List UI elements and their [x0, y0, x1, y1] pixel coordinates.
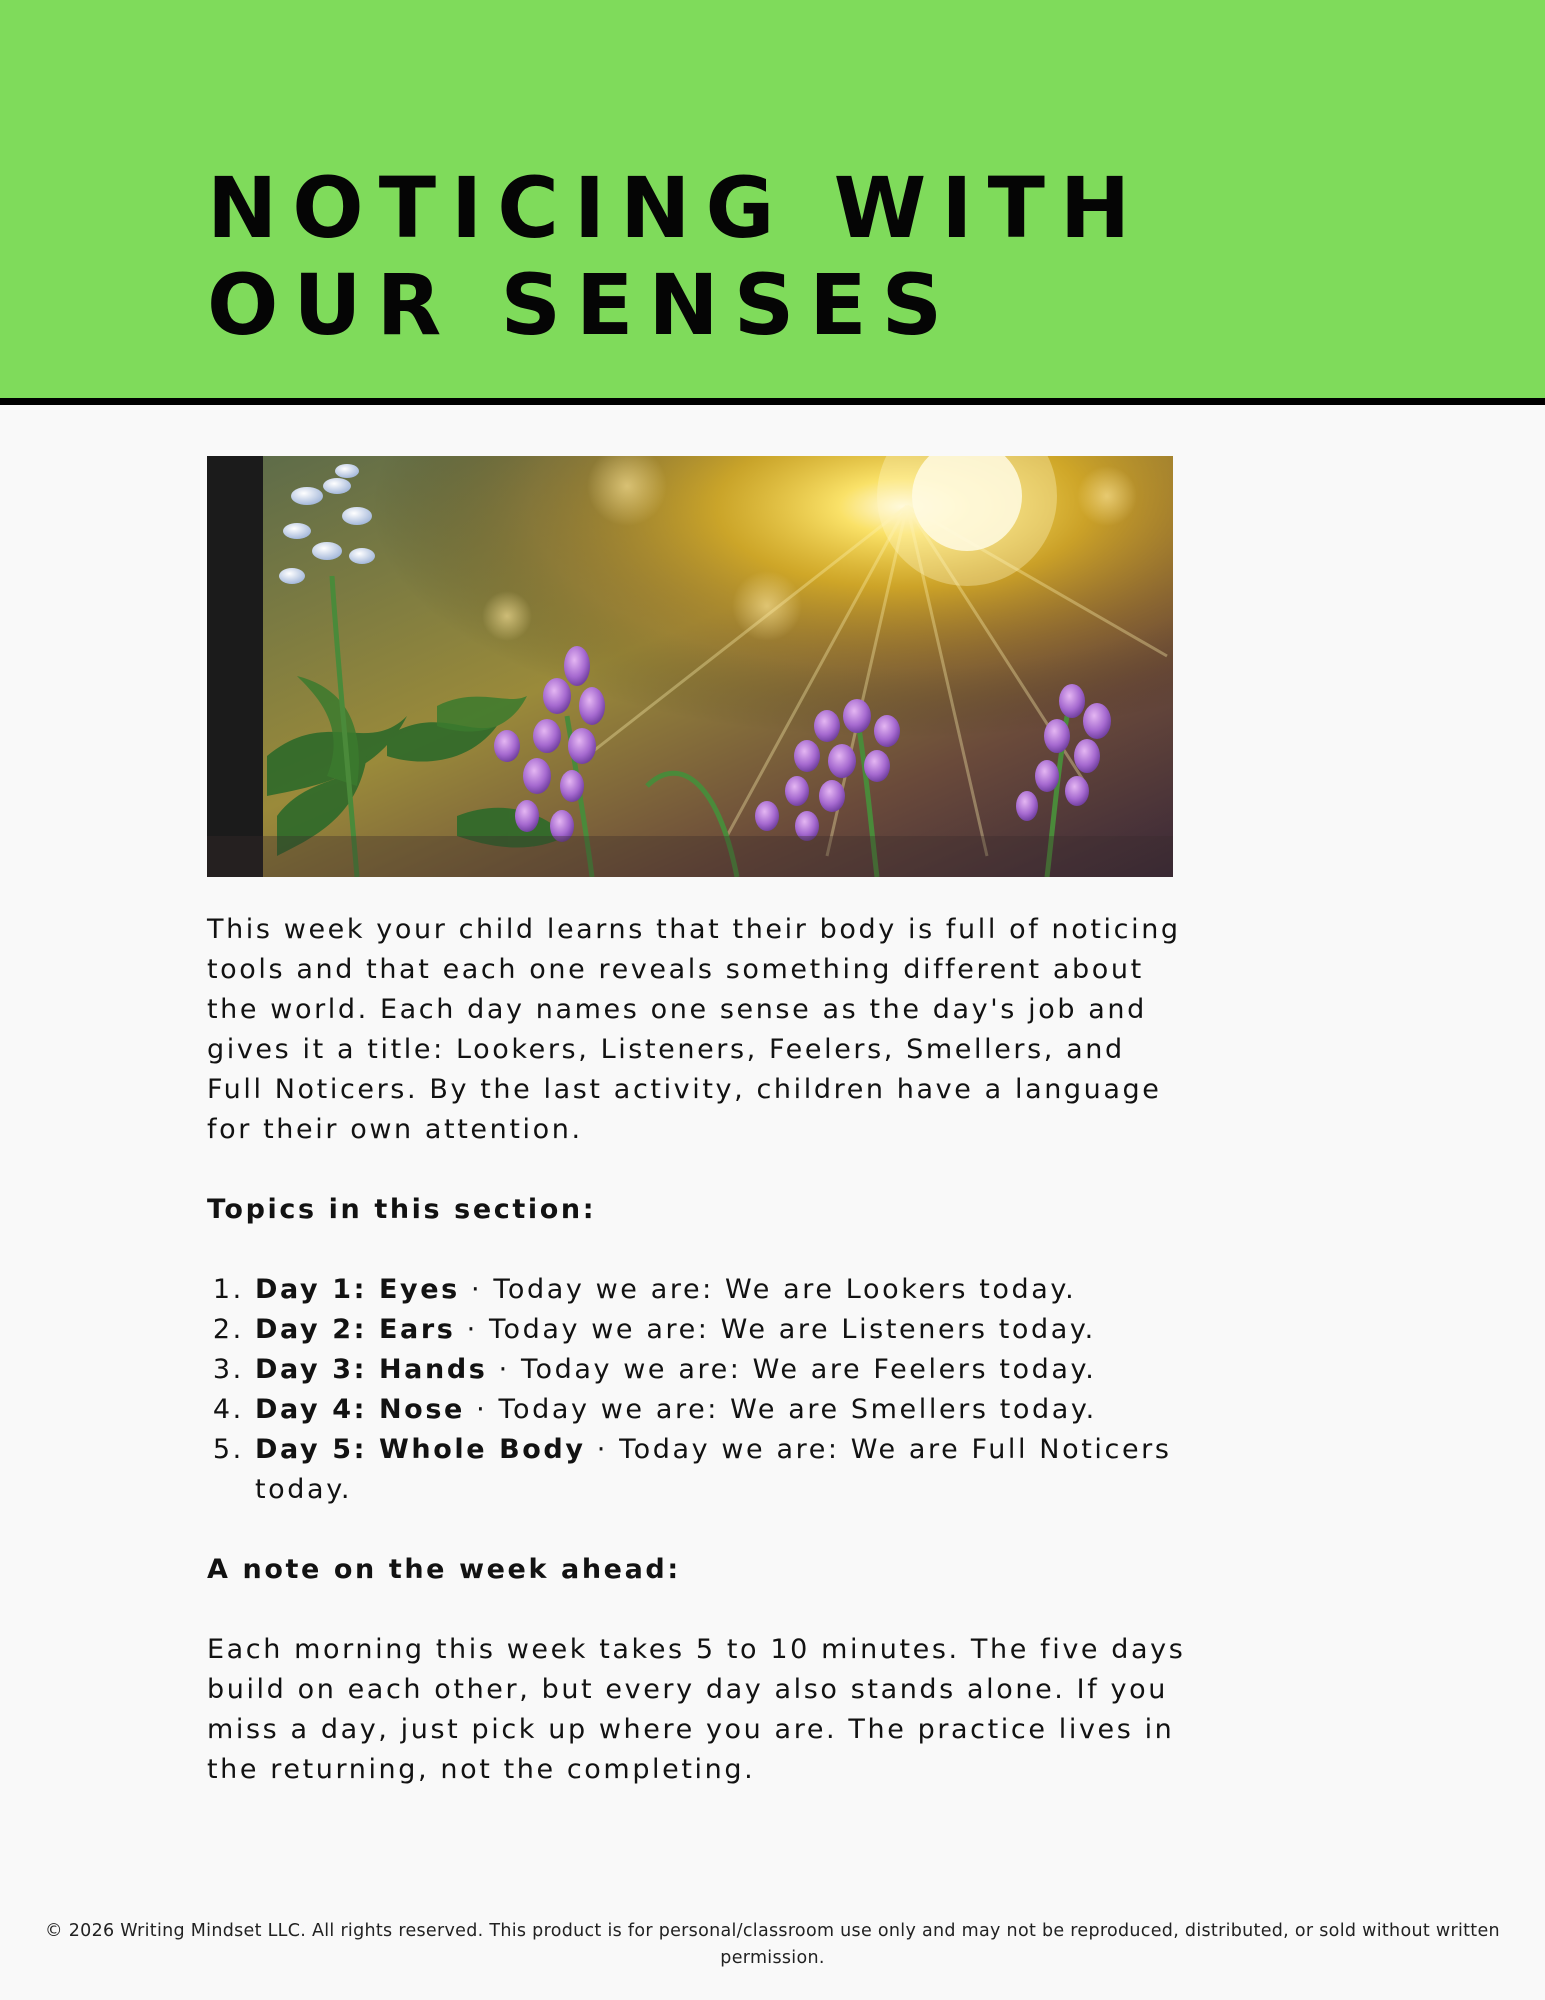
topic-day-label: Day 2: Ears [255, 1314, 456, 1345]
list-item [255, 1310, 1187, 1350]
topic-description: · Today we are: We are Full Noticers today. [255, 1434, 1172, 1505]
list-item [255, 1270, 1187, 1310]
intro-paragraph: This week your child learns that their body is full of noticing tools and that each one reveals something different about the world. Each day names one sense as the day's job and gives it a title: Lookers, Listeners, Feelers, Smellers, and Full Noticers. By the last activity, children have a language for their own attention. [207, 914, 1181, 1145]
hero-flowers-illustration [207, 456, 1173, 877]
hero-image-spring-flowers [207, 456, 1173, 877]
topic-description: · Today we are: We are Lookers today. [459, 1274, 1077, 1305]
topic-day-label: Day 4: Nose [255, 1394, 465, 1425]
list-item [255, 1430, 1187, 1510]
copyright-footer: © 2026 Writing Mindset LLC. All rights reserved. This product is for personal/classroom use only and may not be reproduced, distributed, or sold without written permission. [45, 1921, 1500, 1968]
topic-description: · Today we are: We are Smellers today. [464, 1394, 1097, 1425]
page-title-line-2: OUR SENSES [207, 256, 958, 354]
note-paragraph: Each morning this week takes 5 to 10 minutes. The five days build on each other, but every day also stands alone. If you miss a day, just pick up where you are. The practice lives in the returning, not the completing. [207, 1634, 1186, 1785]
list-item [255, 1390, 1187, 1430]
topic-day-label: Day 1: Eyes [255, 1274, 460, 1305]
page-title [207, 160, 1407, 354]
topic-day-label: Day 5: Whole Body [255, 1434, 586, 1465]
note-heading: A note on the week ahead: [207, 1554, 681, 1585]
topic-description: · Today we are: We are Feelers today. [487, 1354, 1097, 1385]
topics-heading: Topics in this section: [207, 1194, 597, 1225]
list-item [255, 1350, 1187, 1390]
topic-day-label: Day 3: Hands [255, 1354, 488, 1385]
page-title-line-1: NOTICING WITH [207, 159, 1146, 257]
main-content [207, 910, 1187, 1790]
topics-list [207, 1270, 1187, 1510]
topic-description: · Today we are: We are Listeners today. [455, 1314, 1096, 1345]
